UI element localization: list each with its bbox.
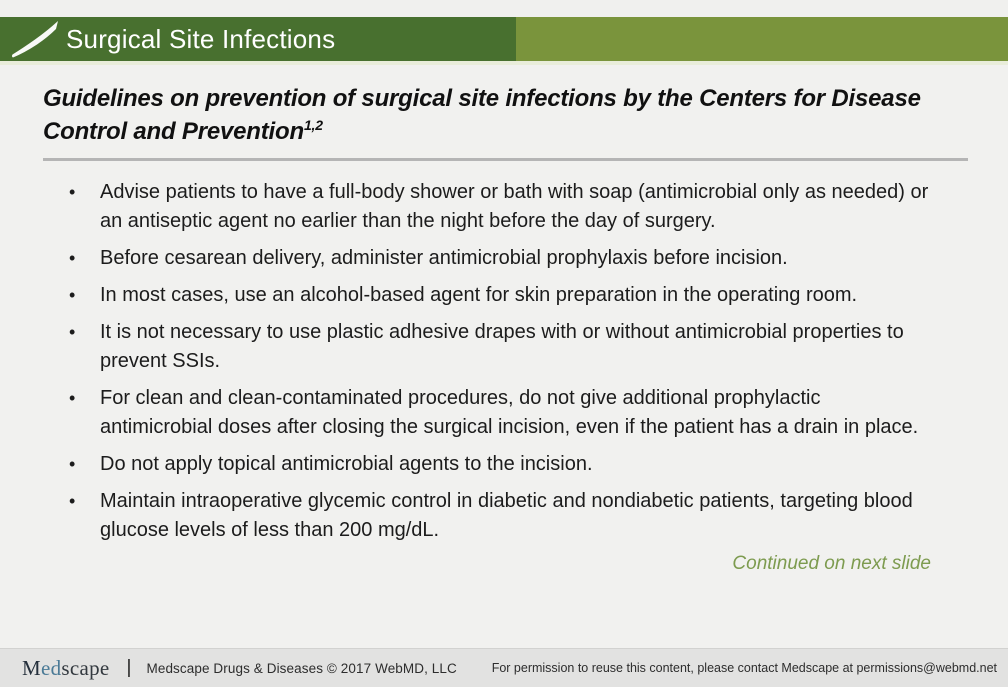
bullet-item: • Maintain intraoperative glycemic control in diabetic and nondiabetic patients, targeting blood glucose levels of less than 200 mg/dL.	[67, 487, 933, 545]
bullet-item: • For clean and clean-contaminated procedures, do not give additional prophylactic antimicrobial doses after closing the surgical incision, even if the patient has a drain in place.	[67, 384, 933, 442]
medscape-logo	[22, 656, 110, 681]
bullet-item: • Advise patients to have a full-body shower or bath with soap (antimicrobial only as needed) or an antiseptic agent no earlier than the night before the day of surgery.	[67, 178, 933, 236]
slide-header	[0, 17, 1008, 61]
slide-header-title: Surgical Site Infections	[66, 23, 336, 54]
medscape-logo-rest: scape	[61, 655, 110, 680]
scalpel-icon	[10, 20, 60, 58]
bullet-item: • Before cesarean delivery, administer antimicrobial prophylaxis before incision.	[67, 244, 933, 273]
slide-header-left	[0, 17, 516, 61]
bullet-item: • It is not necessary to use plastic adhesive drapes with or without antimicrobial properties to prevent SSIs.	[67, 318, 933, 376]
slide-title	[43, 82, 948, 148]
continued-note: Continued on next slide	[732, 553, 931, 574]
slide-footer	[0, 648, 1008, 687]
slide-header-right	[516, 17, 1008, 61]
medscape-logo-m: M	[22, 655, 41, 680]
top-margin-strip	[0, 0, 1008, 17]
bullet-item: • Do not apply topical antimicrobial agents to the incision.	[67, 450, 933, 479]
slide-title-references: 1,2	[303, 117, 323, 133]
slide-body	[0, 65, 1008, 575]
footer-permission-text: For permission to reuse this content, please contact Medscape at permissions@webmd.net	[491, 661, 997, 675]
bullet-list	[43, 178, 933, 545]
bullet-item: • In most cases, use an alcohol-based agent for skin preparation in the operating room.	[67, 281, 933, 310]
medscape-logo-ed: ed	[40, 655, 62, 680]
slide-title-text: Guidelines on prevention of surgical site infections by the Centers for Disease Control and Prevention	[43, 85, 921, 145]
footer-source-text: Medscape Drugs & Diseases © 2017 WebMD, LLC	[146, 660, 457, 676]
title-divider	[43, 158, 968, 161]
footer-separator: |	[126, 657, 132, 678]
